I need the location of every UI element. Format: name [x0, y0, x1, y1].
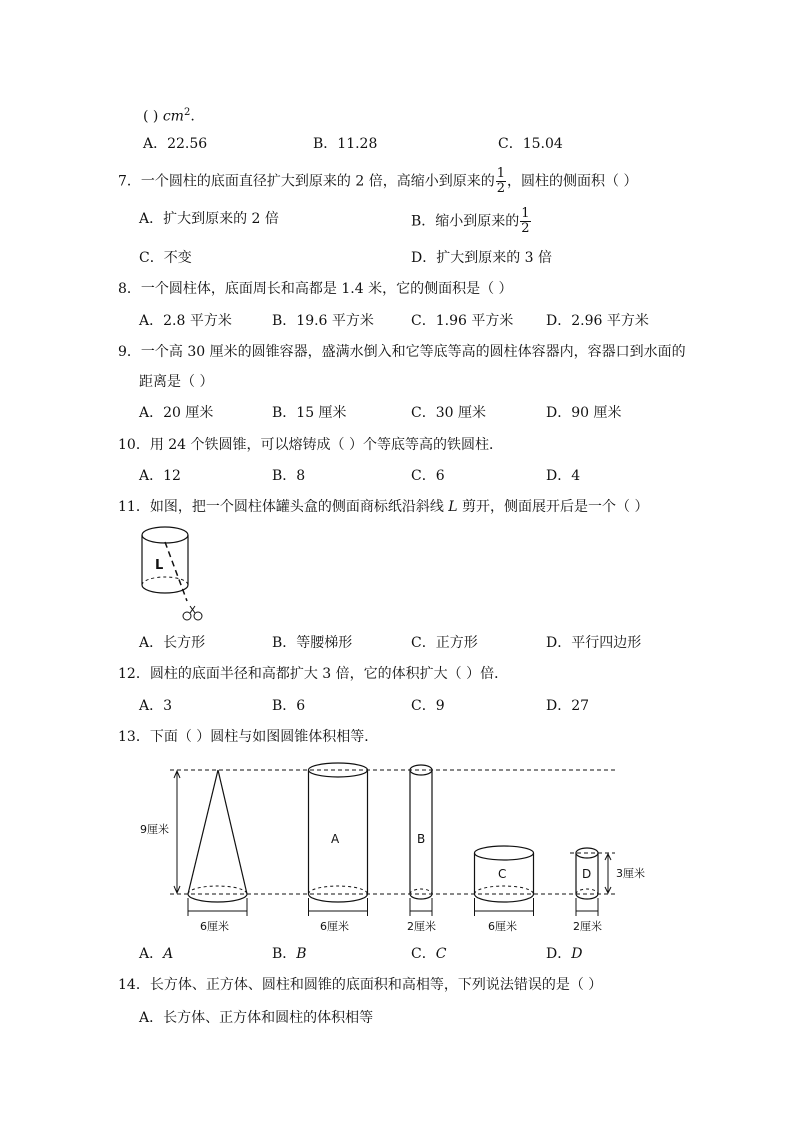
q7-text-b: ，圆柱的侧面积（ ）: [507, 173, 638, 190]
q12-stem: [118, 664, 508, 684]
cone-height-label: 9厘米: [140, 823, 169, 836]
q13-figure: [130, 758, 660, 940]
q6-option-b[interactable]: B．11.28: [313, 136, 378, 152]
q8-text: 一个圆柱体，底面周长和高都是 1.4 米，它的侧面积是（ ）: [140, 281, 513, 297]
q13-option-a-key: A．: [139, 946, 164, 962]
cone-diameter-label: 6厘米: [200, 920, 229, 933]
q8-number: 8．: [118, 281, 141, 297]
q12-number: 12．: [118, 666, 150, 682]
q11-text-b: 剪开，侧面展开后是一个（ ）: [457, 499, 649, 515]
cyl-b-diameter-label: 2厘米: [407, 920, 436, 933]
q7-number: 7．: [118, 173, 141, 190]
q12-text: 圆柱的底面半径和高都扩大 3 倍，它的体积扩大（ ）倍．: [149, 666, 509, 682]
q13-option-b[interactable]: [272, 944, 307, 964]
q12-option-c[interactable]: C．9: [411, 698, 445, 714]
scissors-icon: [183, 606, 202, 620]
q9-stem-line2: 距离是（ ）: [139, 374, 214, 390]
q8-option-a[interactable]: A．2.8 平方米: [139, 313, 232, 329]
cyl-a-diameter-label: 6厘米: [320, 920, 349, 933]
cyl-d-bottom-back: [576, 889, 598, 894]
q10-option-d[interactable]: D．4: [546, 468, 581, 484]
q13-option-a-value: A: [163, 946, 174, 962]
cyl-a-bottom-back: [309, 886, 368, 894]
q9-option-b[interactable]: B．15 厘米: [272, 405, 347, 421]
q13-option-b-value: B: [296, 946, 307, 962]
q13-option-c-key: C．: [411, 946, 436, 962]
q11-option-c[interactable]: C．正方形: [411, 635, 478, 651]
cyl-b-bottom-back: [410, 889, 432, 894]
q7-stem: [118, 167, 637, 196]
q7-fraction: [496, 167, 506, 196]
cyl-b-label: B: [417, 832, 426, 846]
cyl-d-bottom-front: [576, 894, 598, 899]
q10-option-b[interactable]: B．8: [272, 468, 306, 484]
q8-option-c[interactable]: C．1.96 平方米: [411, 313, 514, 329]
q10-option-c[interactable]: C．6: [411, 468, 445, 484]
can-top-ellipse: [142, 527, 188, 543]
cyl-a-bottom-front: [309, 894, 368, 902]
cone-right-side: [218, 770, 247, 894]
q8-option-d[interactable]: D．2.96 平方米: [546, 313, 649, 329]
q12-option-b[interactable]: B．6: [272, 698, 306, 714]
q13-option-d-key: D．: [546, 946, 572, 962]
cyl-c-top: [475, 846, 534, 860]
q11-option-d[interactable]: D．平行四边形: [546, 635, 642, 651]
q6-option-c[interactable]: C．15.04: [498, 136, 563, 152]
cone-left-side: [188, 770, 218, 894]
q7-option-c[interactable]: C．不变: [139, 250, 192, 266]
q9-option-c[interactable]: C．30 厘米: [411, 405, 486, 421]
cone-base-front: [188, 894, 247, 902]
cyl-a-label: A: [331, 832, 340, 846]
q7-b-frac-num: 1: [521, 206, 530, 221]
q6-end: .: [190, 108, 195, 125]
q13-option-c[interactable]: [411, 944, 446, 964]
q11-stem: [118, 497, 648, 517]
cyl-d-height-label: 3厘米: [616, 867, 645, 880]
q7-option-b-fraction: [520, 207, 530, 236]
q6-option-a[interactable]: A．22.56: [143, 136, 208, 152]
q7-option-a[interactable]: A．扩大到原来的 2 倍: [139, 211, 279, 227]
q13-number: 13．: [118, 729, 150, 745]
q7-option-d[interactable]: D．扩大到原来的 3 倍: [411, 250, 553, 266]
cyl-d-label: D: [582, 867, 592, 881]
q13-option-b-key: B．: [272, 946, 297, 962]
q10-option-a[interactable]: A．12: [139, 468, 181, 484]
q6-continuation: [143, 103, 195, 127]
q10-text: 用 24 个铁圆锥，可以熔铸成（ ）个等底等高的铁圆柱．: [149, 437, 503, 453]
cone-base-back: [188, 886, 247, 894]
q7-frac-num: 1: [496, 166, 506, 181]
q7-option-b[interactable]: [411, 207, 532, 236]
q14-option-a[interactable]: A．长方体、正方体和圆柱的体积相等: [139, 1010, 374, 1026]
cyl-c-diameter-label: 6厘米: [488, 920, 517, 933]
q9-option-a[interactable]: A．20 厘米: [139, 405, 214, 421]
q9-number: 9．: [118, 344, 141, 360]
q13-option-a[interactable]: [139, 944, 173, 964]
q11-can-figure: [135, 522, 215, 627]
q14-stem: [118, 975, 602, 995]
q13-text: 下面（ ）圆柱与如图圆锥体积相等．: [149, 729, 379, 745]
q10-number: 10．: [118, 437, 150, 453]
q12-option-d[interactable]: D．27: [546, 698, 590, 714]
q13-option-c-value: C: [435, 946, 447, 962]
can-bottom-arc: [142, 585, 188, 593]
q9-stem: [118, 342, 686, 362]
cyl-c-bottom-back: [475, 886, 534, 894]
q11-number: 11．: [118, 499, 150, 515]
q11-line-label: L: [448, 499, 458, 515]
q9-text: 一个高 30 厘米的圆锥容器，盛满水倒入和它等底等高的圆柱体容器内，容器口到水面的: [140, 344, 686, 360]
q6-unit-exp: 2: [183, 107, 191, 118]
q7-text-a: 一个圆柱的底面直径扩大到原来的 2 倍，高缩小到原来的: [140, 173, 495, 190]
q6-blank: ( ): [143, 108, 159, 125]
q8-option-b[interactable]: B．19.6 平方米: [272, 313, 374, 329]
q6-unit: cm: [162, 108, 184, 125]
q13-option-d[interactable]: [546, 944, 582, 964]
q7-option-b-text: B．缩小到原来的: [411, 213, 520, 230]
cyl-b-bottom-front: [410, 894, 432, 899]
q11-option-b[interactable]: B．等腰梯形: [272, 635, 353, 651]
q7-b-frac-den: 2: [521, 221, 530, 236]
cyl-c-bottom-front: [475, 894, 534, 902]
cyl-c-label: C: [498, 867, 507, 881]
q8-stem: [118, 279, 513, 299]
q13-stem: [118, 727, 378, 747]
q14-number: 14．: [118, 977, 150, 993]
q9-option-d[interactable]: D．90 厘米: [546, 405, 622, 421]
q12-option-a[interactable]: A．3: [139, 698, 173, 714]
cyl-b-top: [410, 765, 432, 775]
q10-stem: [118, 435, 503, 455]
q11-text-a: 如图，把一个圆柱体罐头盒的侧面商标纸沿斜线: [149, 499, 449, 515]
q11-option-a[interactable]: A．长方形: [139, 635, 206, 651]
q11-fig-label: L: [155, 558, 164, 573]
q13-option-d-value: D: [571, 946, 583, 962]
cyl-d-diameter-label: 2厘米: [573, 920, 602, 933]
q7-frac-den: 2: [496, 181, 506, 196]
q14-text: 长方体、正方体、圆柱和圆锥的底面积和高相等，下列说法错误的是（ ）: [149, 977, 603, 993]
